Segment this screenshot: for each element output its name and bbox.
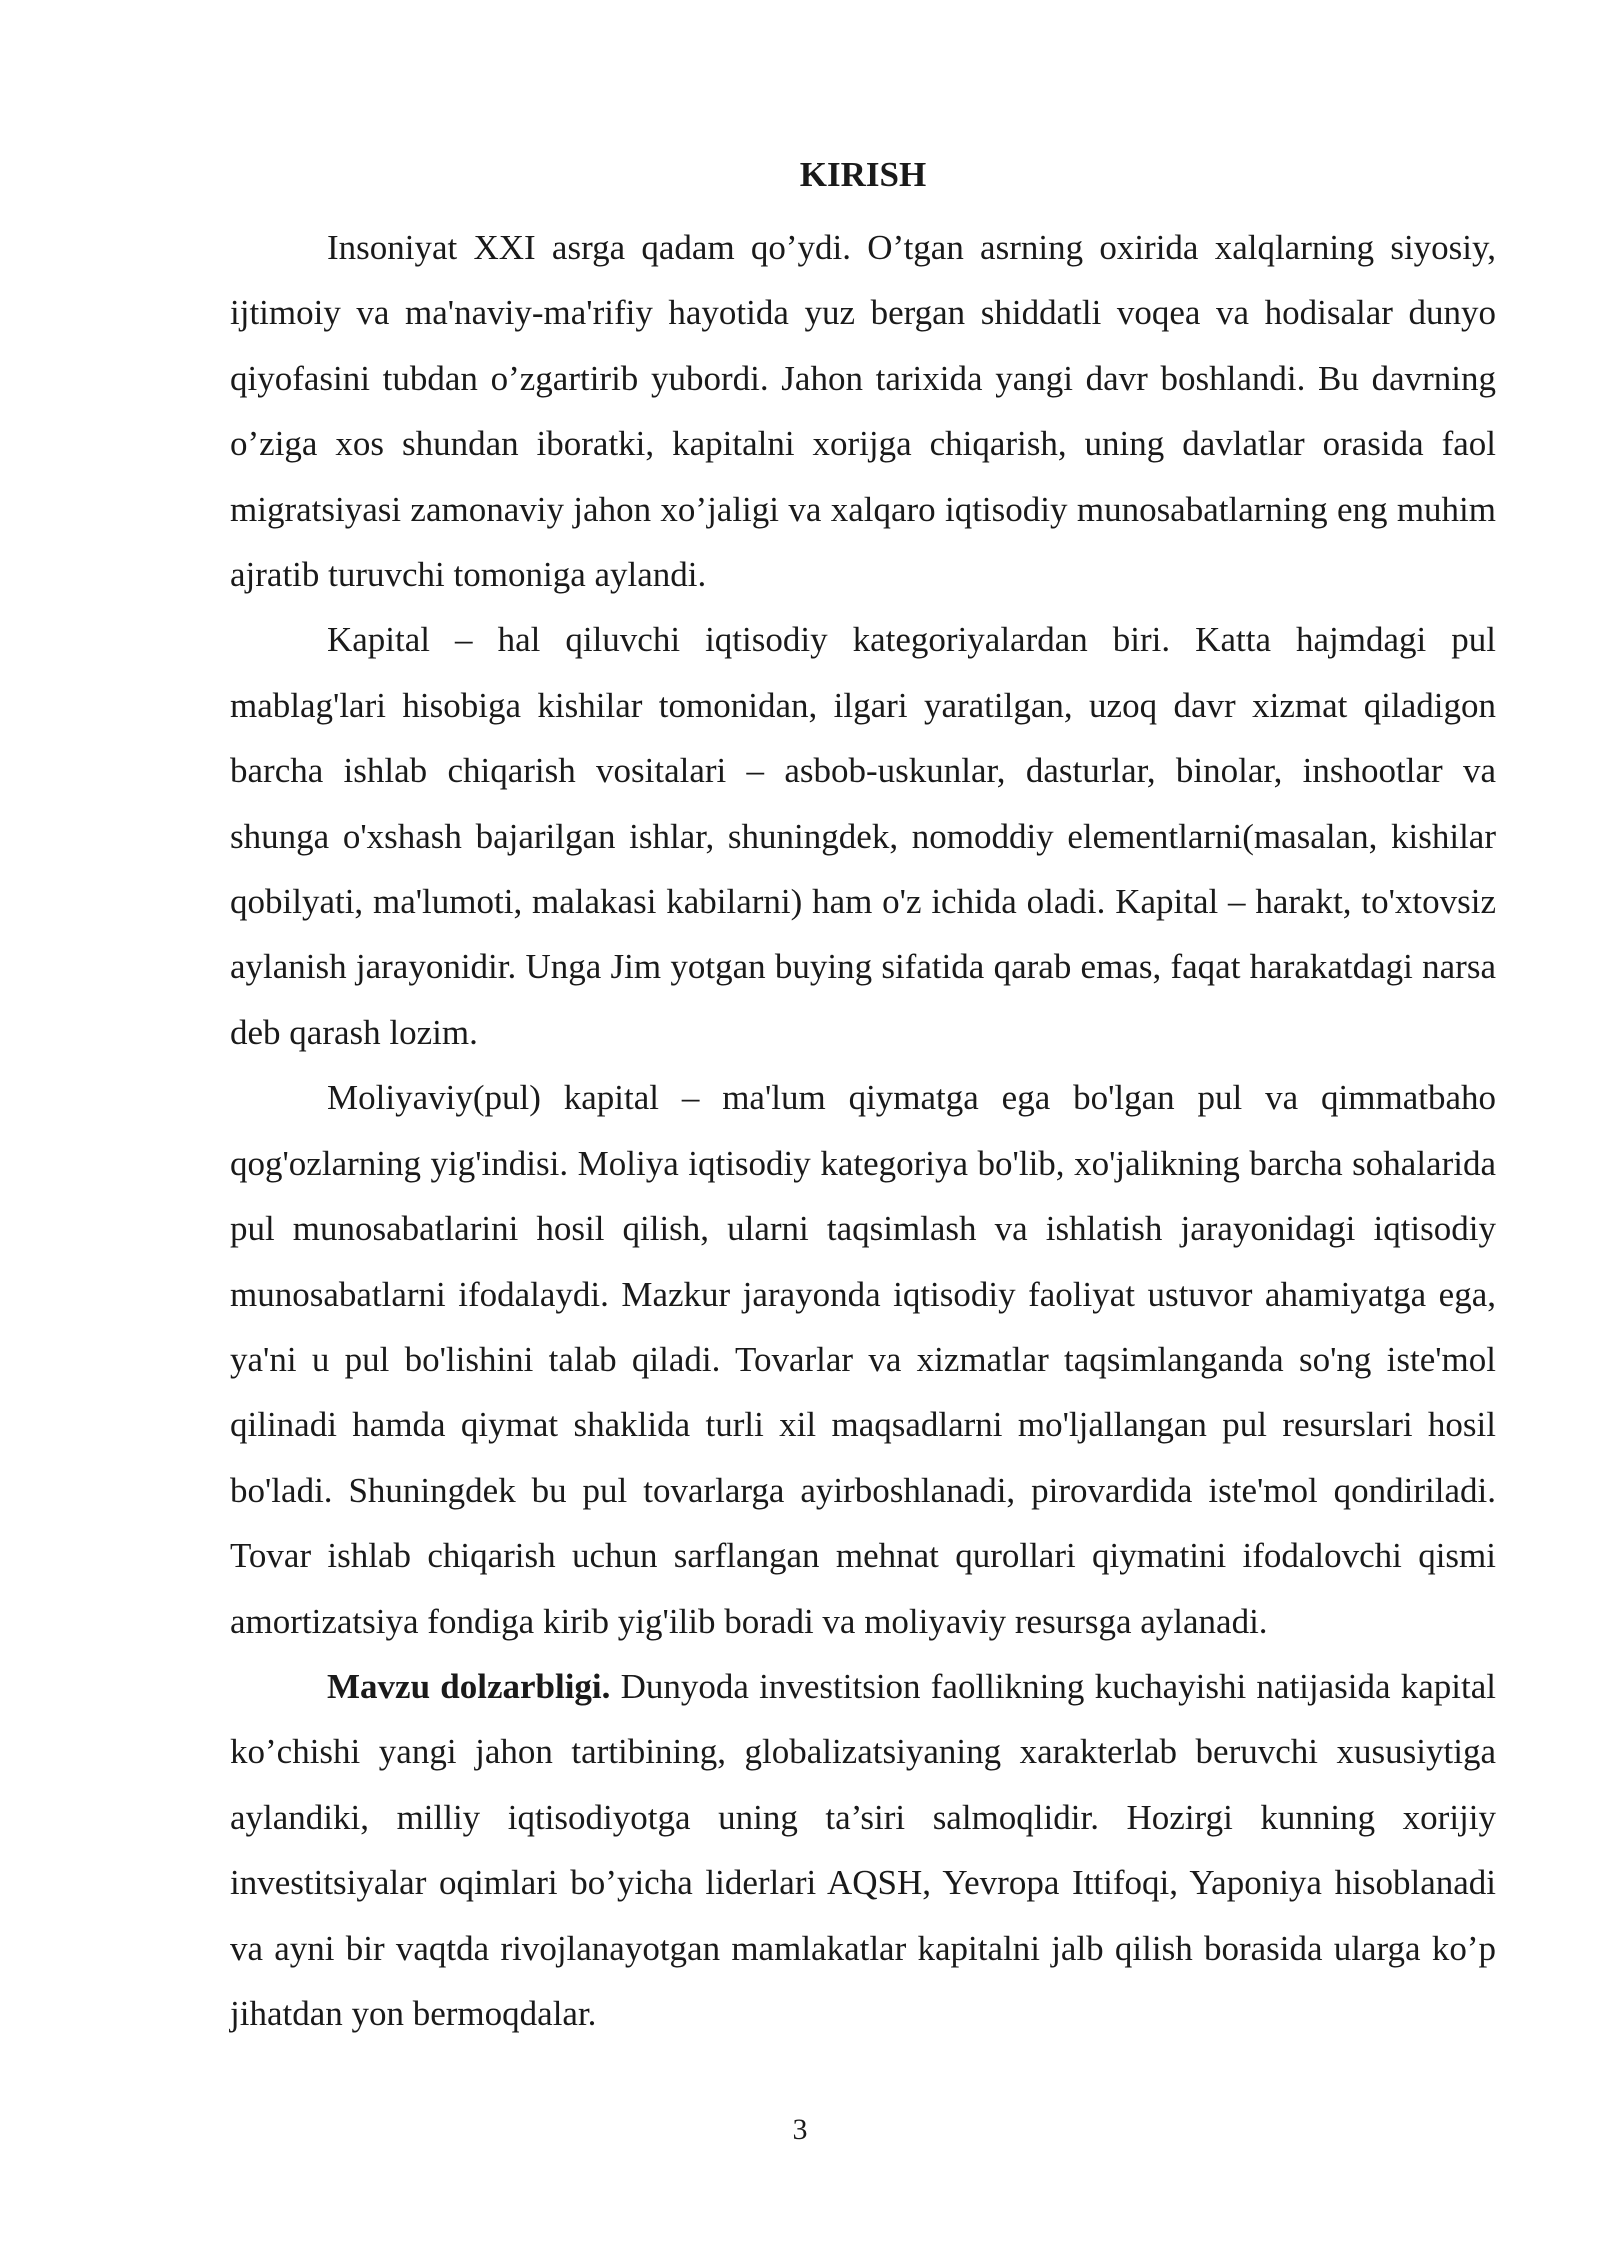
paragraph-text: Insoniyat XXI asrga qadam qo’ydi. O’tgan asrning oxirida xalqlarning siyosiy, ijtimoiy va ma'naviy-ma'rifiy hayotida yuz bergan shiddatli voqea va hodisalar dunyo qiyofasini tubdan o’zgartirib yubordi. Jahon tarixida yangi davr boshlandi. Bu davrning o’ziga xos shundan iboratki, kapitalni xorijga chiqarish, uning davlatlar orasida faol migratsiyasi zamonaviy jahon xo’jaligi va xalqaro iqtisodiy munosabatlarning eng muhim ajratib turuvchi tomoniga aylandi. <box>230 228 1496 595</box>
paragraph-3 <box>230 1065 1496 1654</box>
paragraph-1 <box>230 215 1496 607</box>
page-number: 3 <box>792 2113 808 2146</box>
document-page <box>230 150 1496 2046</box>
section-title: KIRISH <box>799 155 927 194</box>
topic-relevance-heading: Mavzu dolzarbligi. <box>327 1666 611 1706</box>
paragraph-text: Kapital – hal qiluvchi iqtisodiy kategoriyalardan biri. Katta hajmdagi pul mablag'lari hisobiga kishilar tomonidan, ilgari yaratilgan, uzoq davr xizmat qiladigon barcha ishlab chiqarish vositalari – asbob-uskunlar, dasturlar, binolar, inshootlar va shunga o'xshash bajarilgan ishlar, shuningdek, nomoddiy elementlarni(masalan, kishilar qobilyati, ma'lumoti, malakasi kabilarni) ham o'z ichida oladi. Kapital – harakt, to'xtovsiz aylanish jarayonidir. Unga Jim yotgan buying sifatida qarab emas, faqat harakatdagi narsa deb qarash lozim. <box>230 620 1496 1052</box>
paragraph-text: Dunyoda investitsion faollikning kuchayishi natijasida kapital ko’chishi yangi jahon tartibining, globalizatsiyaning xarakterlab beruvchi xususiytiga aylandiki, milliy iqtisodiyotga uning ta’siri salmoqlidir. Hozirgi kunning xorijiy investitsiyalar oqimlari bo’yicha liderlari AQSH, Yevropa Ittifoqi, Yaponiya hisoblanadi va ayni bir vaqtda rivojlanayotgan mamlakatlar kapitalni jalb qilish borasida ularga ko’p jihatdan yon bermoqdalar. <box>230 1666 1496 2033</box>
paragraph-text: Moliyaviy(pul) kapital – ma'lum qiymatga ega bo'lgan pul va qimmatbaho qog'ozlarning yig'indisi. Moliya iqtisodiy kategoriya bo'lib, xo'jalikning barcha sohalarida pul munosabatlarini hosil qilish, ularni taqsimlash va ishlatish jarayonidagi iqtisodiy munosabatlarni ifodalaydi. Mazkur jarayonda iqtisodiy faoliyat ustuvor ahamiyatga ega, ya'ni u pul bo'lishini talab qiladi. Tovarlar va xizmatlar taqsimlanganda so'ng iste'mol qilinadi hamda qiymat shaklida turli xil maqsadlarni mo'ljallangan pul resurslari hosil bo'ladi. Shuningdek bu pul tovarlarga ayirboshlanadi, pirovardida iste'mol qondiriladi. Tovar ishlab chiqarish uchun sarflangan mehnat qurollari qiymatini ifodalovchi qismi amortizatsiya fondiga kirib yig'ilib boradi va moliyaviy resursga aylanadi. <box>230 1078 1496 1641</box>
paragraph-4 <box>230 1654 1496 2046</box>
paragraph-2 <box>230 607 1496 1065</box>
